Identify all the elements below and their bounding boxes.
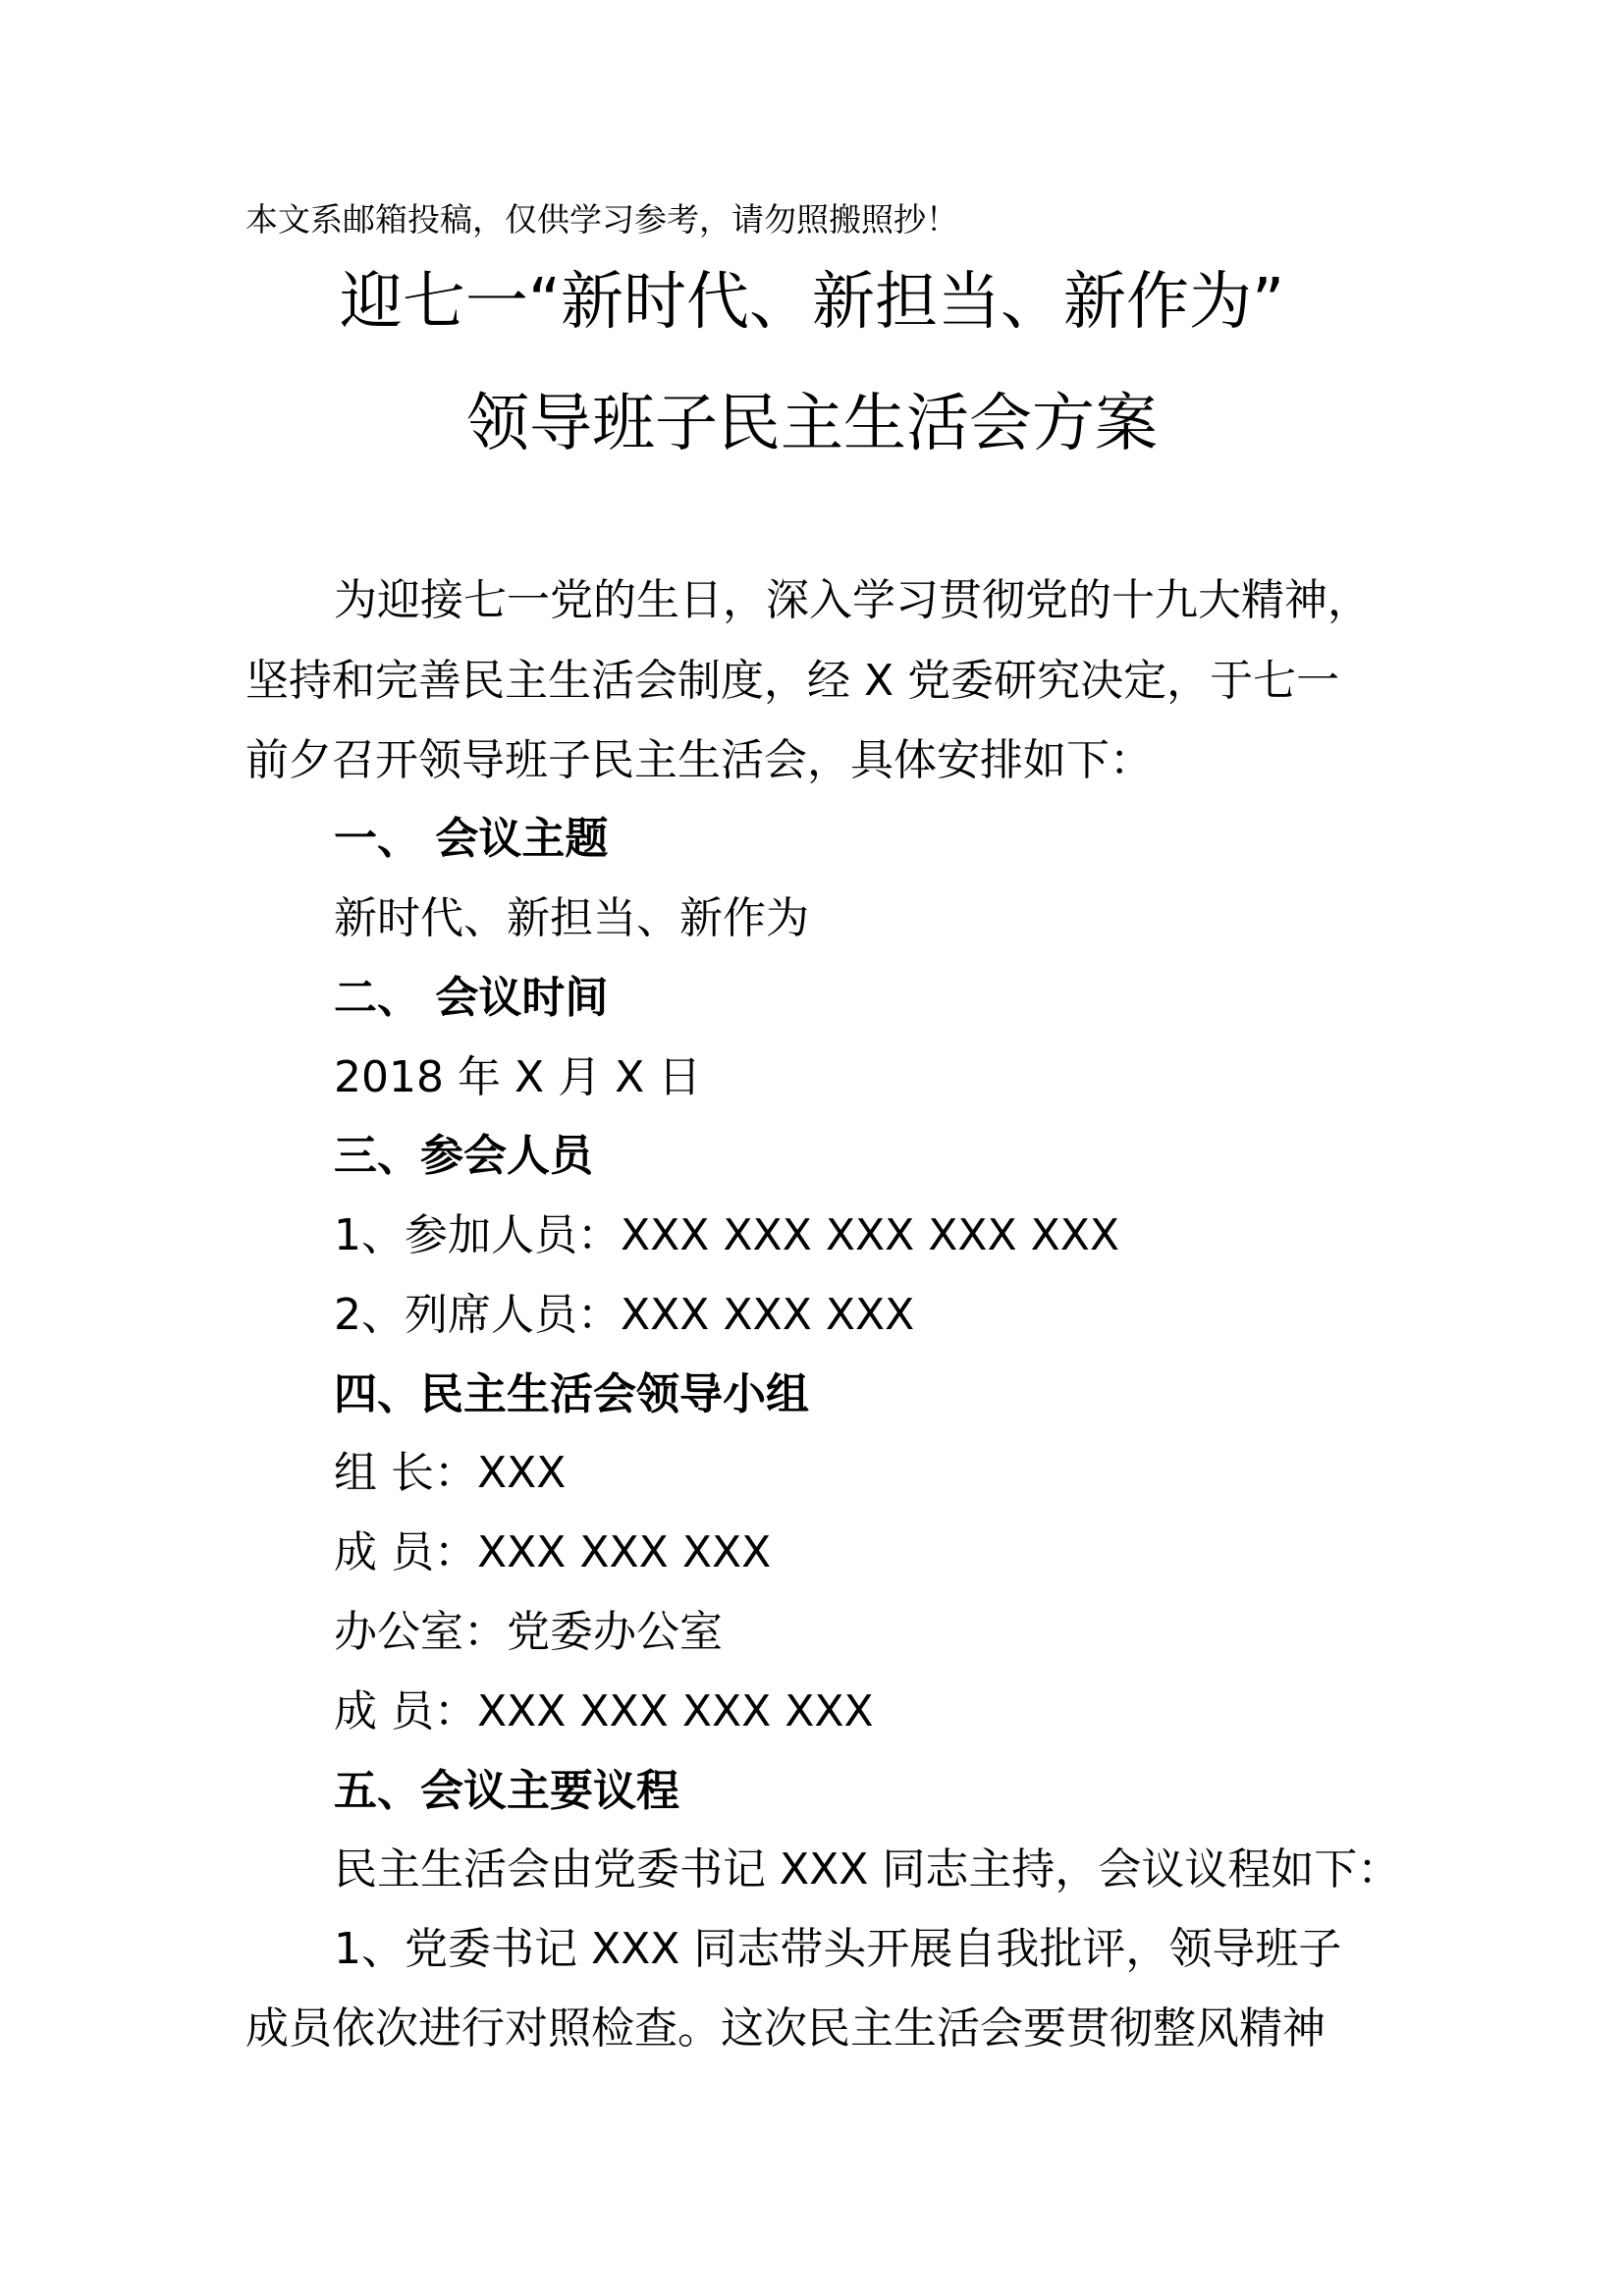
section-heading-time: 二、 会议时间 bbox=[334, 973, 609, 1023]
intro-paragraph-line-1: 为迎接七一党的生日，深入学习贯彻党的十九大精神， bbox=[334, 575, 1371, 625]
agenda-intro: 民主生活会由党委书记 XXX 同志主持，会议议程如下： bbox=[334, 1844, 1401, 1895]
agenda-item-1-line-1: 1、党委书记 XXX 同志带头开展自我批评，领导班子 bbox=[334, 1924, 1342, 1974]
attendees-participants: 1、参加人员：XXX XXX XXX XXX XXX bbox=[334, 1210, 1120, 1260]
group-members: 成 员：XXX XXX XXX bbox=[334, 1527, 772, 1577]
section-heading-theme: 一、 会议主题 bbox=[334, 814, 609, 864]
attendees-observers: 2、列席人员：XXX XXX XXX bbox=[334, 1290, 915, 1340]
section-heading-attendees: 三、参会人员 bbox=[334, 1131, 593, 1181]
submission-notice: 本文系邮箱投稿，仅供学习参考，请勿照搬照抄！ bbox=[245, 200, 958, 239]
group-leader: 组 长：XXX bbox=[334, 1448, 567, 1498]
time-text: 2018 年 X 月 X 日 bbox=[334, 1052, 702, 1102]
theme-text: 新时代、新担当、新作为 bbox=[334, 893, 809, 943]
section-heading-agenda: 五、会议主要议程 bbox=[334, 1766, 679, 1816]
group-office-members: 成 员：XXX XXX XXX XXX bbox=[334, 1686, 874, 1736]
document-title-line-2: 领导班子民主生活会方案 bbox=[466, 388, 1158, 460]
section-heading-leadership-group: 四、民主生活会领导小组 bbox=[334, 1369, 809, 1419]
intro-paragraph-line-3: 前夕召开领导班子民主生活会，具体安排如下： bbox=[245, 735, 1153, 785]
group-office: 办公室：党委办公室 bbox=[334, 1607, 723, 1657]
agenda-item-1-line-2: 成员依次进行对照检查。这次民主生活会要贯彻整风精神 bbox=[245, 2003, 1326, 2054]
intro-paragraph-line-2: 坚持和完善民主生活会制度，经 X 党委研究决定，于七一 bbox=[245, 656, 1340, 706]
document-title-line-1: 迎七一“新时代、新担当、新作为” bbox=[339, 266, 1285, 339]
